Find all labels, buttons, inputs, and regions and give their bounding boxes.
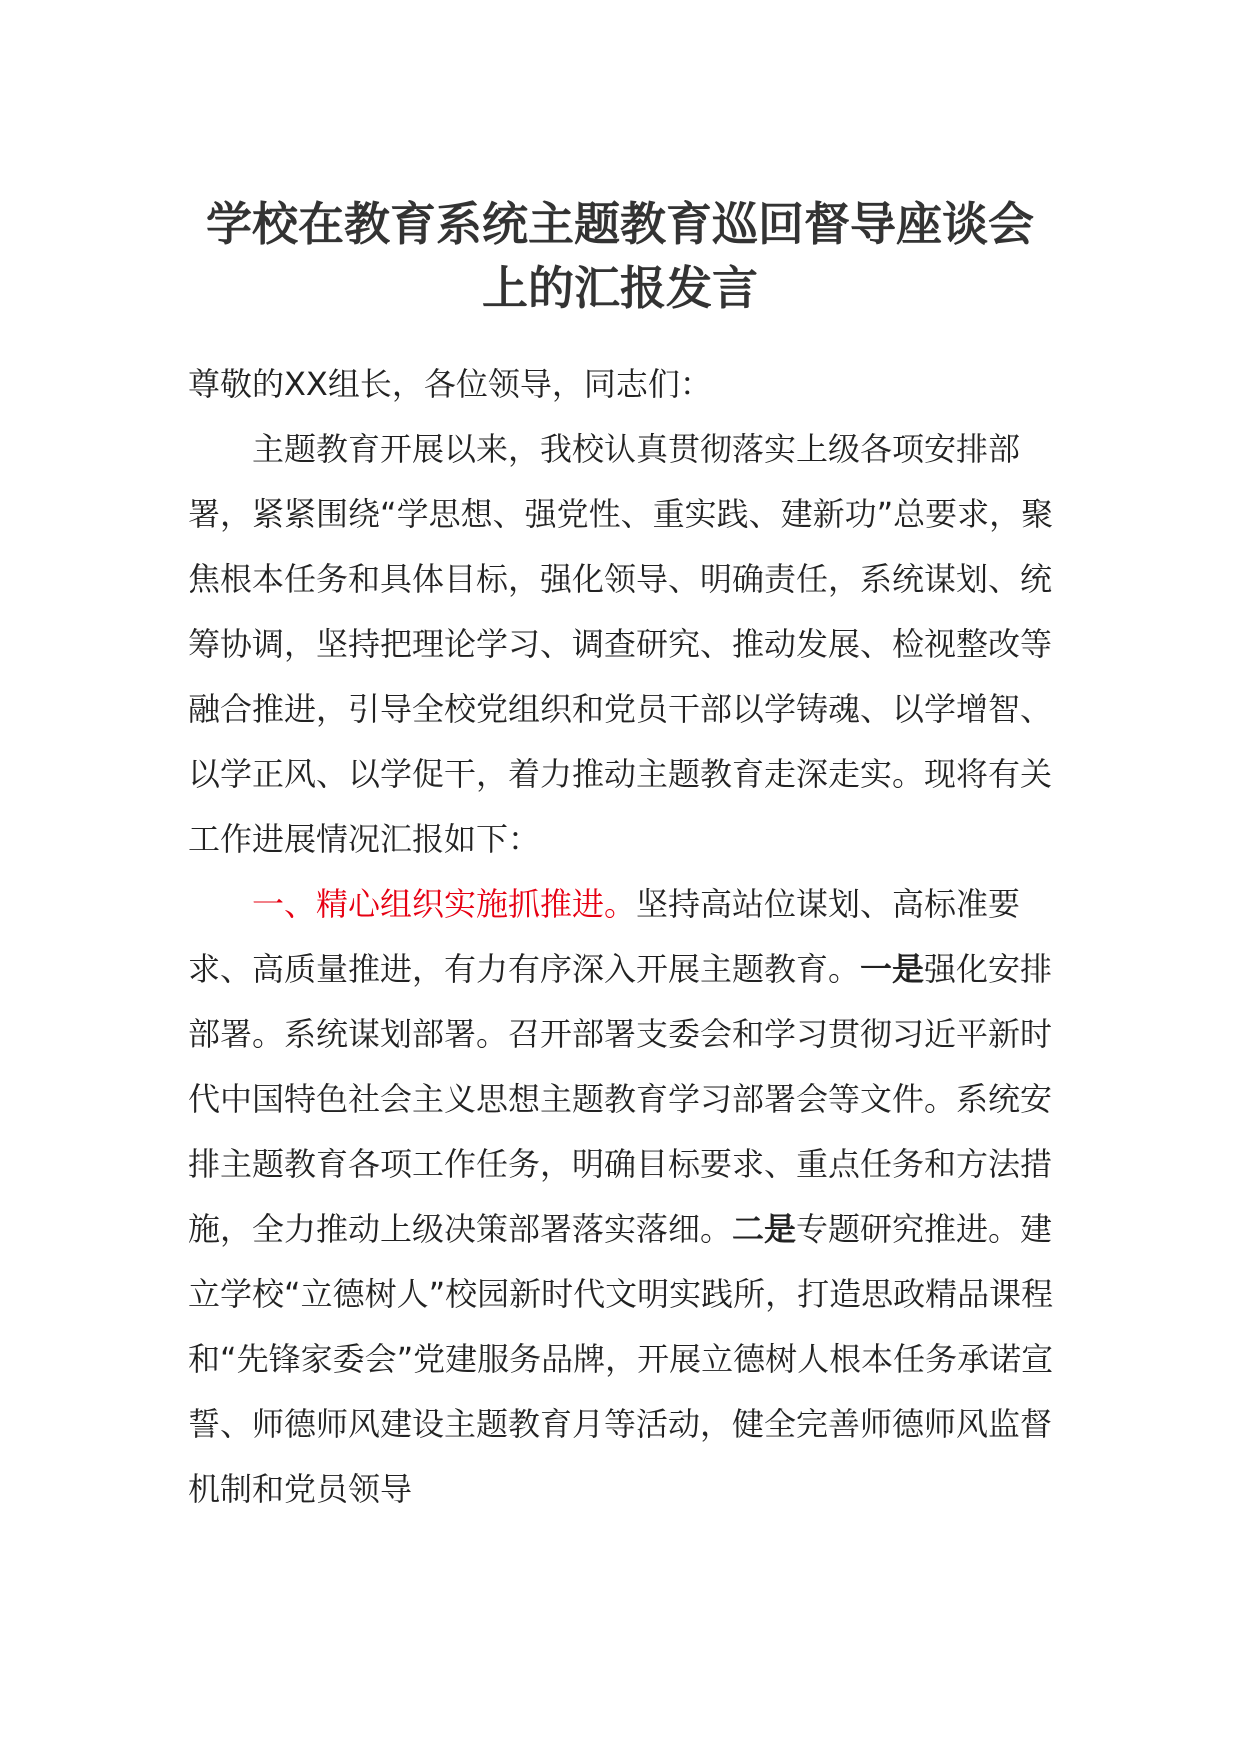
document-body [188,352,1054,1522]
point-1-label: 一是 [860,950,925,988]
point-2-text: 专题研究推进。建立学校“立德树人”校园新时代文明实践所，打造思政精品课程和“先锋家委会”党建服务品牌，开展立德树人根本任务承诺宣誓、师德师风建设主题教育月等活动，健全完善师德师风监督机制和党员领导 [188,1210,1054,1508]
section-1-heading: 一、精心组织实施抓推进。 [252,885,637,923]
section-1-lead: 坚持高站位谋划、高标准要求、高质量推进，有力有序深入开展主题教育。 [188,885,1021,988]
document-title [150,192,1090,320]
salutation: 尊敬的XX组长，各位领导，同志们： [188,365,712,403]
intro-paragraph: 主题教育开展以来，我校认真贯彻落实上级各项安排部署，紧紧围绕“学思想、强党性、重实践、建新功”总要求，聚焦根本任务和具体目标，强化领导、明确责任，系统谋划、统筹协调，坚持把理论学习、调查研究、推动发展、检视整改等融合推进，引导全校党组织和党员干部以学铸魂、以学增智、以学正风、以学促干，着力推动主题教育走深走实。现将有关工作进展情况汇报如下： [188,430,1054,858]
title-line-1: 学校在教育系统主题教育巡回督导座谈会 [206,197,1034,251]
section-1-paragraph [188,872,1054,1522]
point-2-label: 二是 [732,1210,797,1248]
point-1-text: 强化安排部署。系统谋划部署。召开部署支委会和学习贯彻习近平新时代中国特色社会主义思想主题教育学习部署会等文件。系统安排主题教育各项工作任务，明确目标要求、重点任务和方法措施，全力推动上级决策部署落实落细。 [188,950,1053,1248]
title-line-2: 上的汇报发言 [482,261,758,315]
